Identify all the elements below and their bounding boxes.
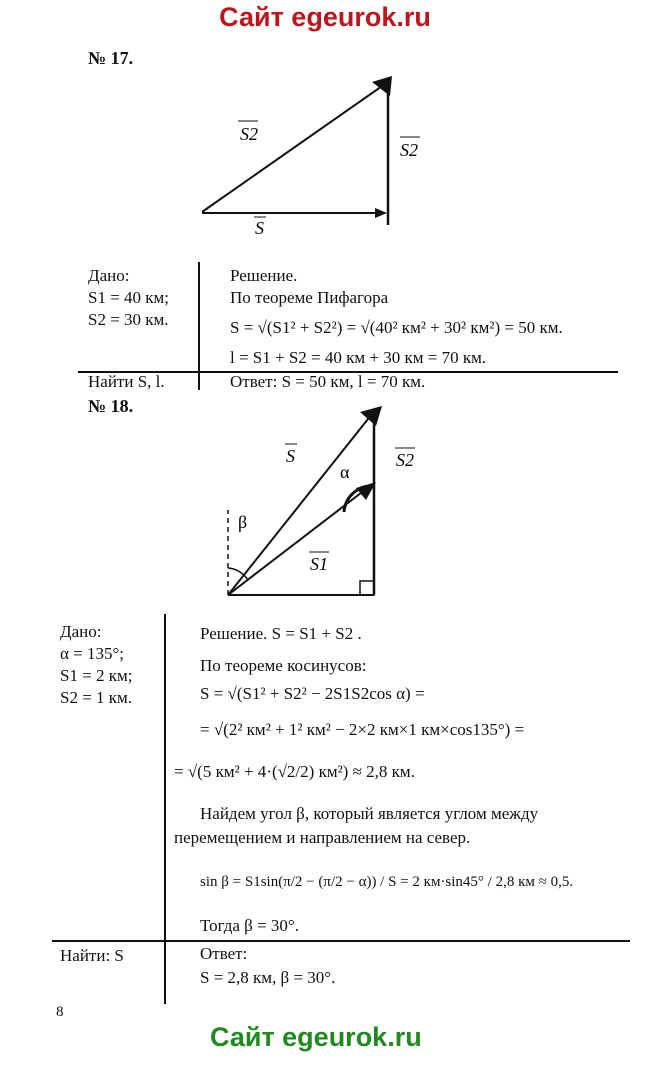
problem-17-diagram: [0, 0, 650, 260]
p18-given-3: S2 = 1 км.: [60, 688, 133, 707]
p17-solution-title: Решение.: [230, 266, 298, 285]
label-alpha: α: [340, 462, 350, 482]
label-s: S: [255, 218, 264, 238]
p18-line-8: Тогда β = 30°.: [200, 916, 299, 935]
p18-line-4: = √(5 км² + 4·(√2/2) км²) ≈ 2,8 км.: [174, 762, 415, 781]
p18-given-1: α = 135°;: [60, 644, 125, 663]
p18-line-7: sin β = S1sin(π/2 − (π/2 − α)) / S = 2 км·sin45° / 2,8 км ≈ 0,5.: [200, 874, 574, 890]
vector-s2-diagonal: [202, 84, 385, 212]
p18-find: Найти: S: [60, 946, 124, 965]
label-beta: β: [238, 512, 248, 532]
site-footer: Сайт egeurok.ru: [210, 1022, 422, 1052]
label-s1: S1: [310, 554, 328, 574]
label-s2-left: S2: [240, 124, 258, 144]
label-s2: S2: [396, 450, 414, 470]
label-s2-right: S2: [400, 140, 418, 160]
p18-line-1: По теореме косинусов:: [200, 656, 367, 675]
p17-answer: Ответ: S = 50 км, l = 70 км.: [230, 372, 426, 391]
p18-given-2: S1 = 2 км;: [60, 666, 133, 685]
p18-line-6: перемещением и направлением на север.: [174, 828, 471, 847]
p17-given-2: S2 = 30 км.: [88, 310, 169, 329]
problem-17-number: № 17.: [88, 48, 134, 68]
p18-line-5: Найдем угол β, который является углом между: [200, 804, 539, 823]
p18-given-title: Дано:: [60, 622, 102, 641]
vector-s1: [228, 486, 370, 595]
p17-given-title: Дано:: [88, 266, 130, 285]
p17-line-1: По теореме Пифагора: [230, 288, 389, 307]
problem-18-diagram: [0, 390, 650, 610]
page-number: 8: [56, 1004, 64, 1020]
p18-answer: S = 2,8 км, β = 30°.: [200, 968, 336, 987]
p17-line-3: l = S1 + S2 = 40 км + 30 км = 70 км.: [230, 348, 487, 367]
label-s: S: [286, 446, 295, 466]
p18-solution-title: Решение. S = S1 + S2 .: [200, 624, 362, 643]
p18-line-2: S = √(S1² + S2² − 2S1S2cos α) =: [200, 684, 425, 703]
p17-line-2: S = √(S1² + S2²) = √(40² км² + 30² км²) = 50 км.: [230, 318, 563, 337]
vector-s: [228, 414, 372, 595]
p18-divider-horizontal: [52, 940, 630, 942]
p18-divider-vertical: [164, 614, 166, 1004]
arrowhead-top: [372, 76, 392, 96]
p18-line-3: = √(2² км² + 1² км² − 2×2 км×1 км×cos135°) =: [200, 720, 525, 739]
right-angle: [360, 581, 374, 595]
arrowhead-s: [360, 406, 382, 426]
p17-given-1: S1 = 40 км;: [88, 288, 170, 307]
p18-answer-title: Ответ:: [200, 944, 248, 963]
site-header: Сайт egeurok.ru: [219, 2, 431, 32]
p17-find: Найти S, l.: [88, 372, 165, 391]
problem-18-number: № 18.: [88, 396, 134, 416]
